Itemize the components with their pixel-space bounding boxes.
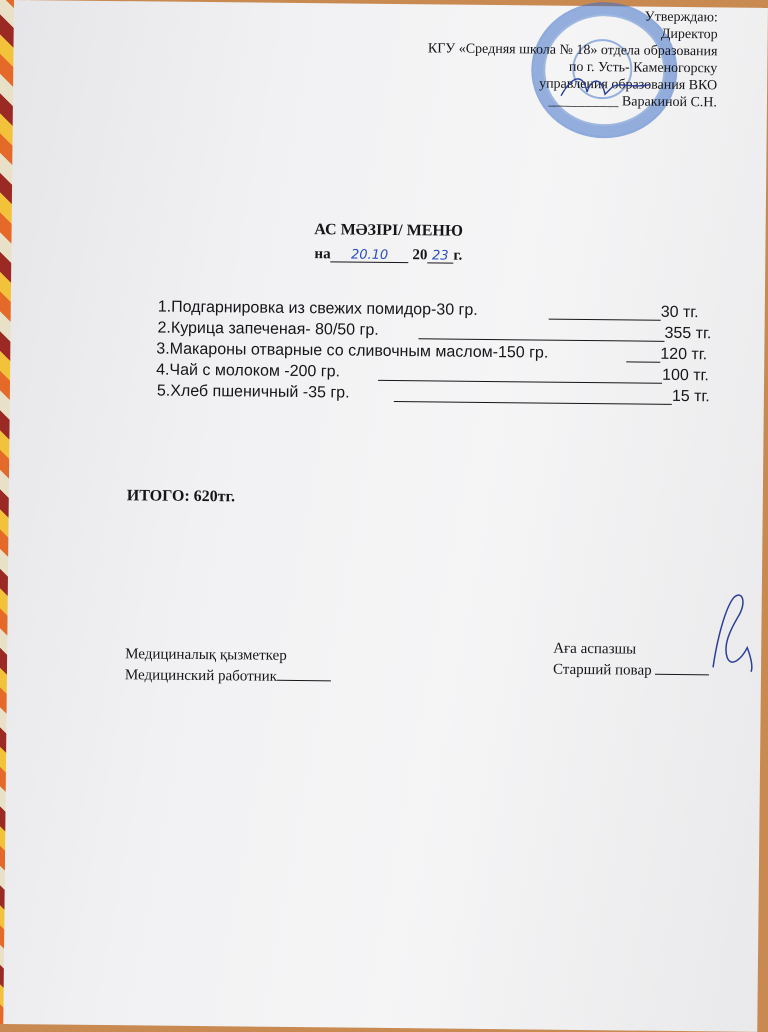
approval-line: управления образования ВКО	[539, 76, 718, 94]
approval-line: по г. Усть- Каменогорску	[568, 59, 718, 77]
medical-worker-row	[125, 664, 331, 687]
medical-worker-signature-block	[125, 644, 332, 687]
date-day-field	[331, 246, 409, 263]
menu-date	[11, 243, 765, 268]
cook-signature-line	[655, 660, 709, 676]
senior-cook-signature-block	[553, 639, 710, 682]
date-year-field	[427, 247, 453, 263]
item-price: 100 тг.	[662, 366, 709, 385]
approval-line: __________ Варакиной С.Н.	[548, 93, 718, 111]
senior-cook-label-ru: Старший повар	[552, 661, 652, 679]
total-amount: ИТОГО: 620тг.	[126, 487, 236, 506]
item-price: 120 тг.	[660, 345, 708, 364]
item-leader-line	[418, 322, 664, 342]
date-day-handwritten: 20.10	[350, 247, 389, 263]
approval-line: Утверждаю:	[644, 9, 718, 26]
page-title: АС МӘЗІРІ/ МЕНЮ	[314, 221, 463, 240]
item-name: 1.Подгарнировка из свежих помидор-30 гр.	[157, 298, 478, 319]
date-year-prefix: 20	[412, 247, 428, 264]
item-leader-line	[394, 385, 672, 405]
item-leader-line	[378, 364, 662, 384]
senior-cook-label-kz: Аға аспазшы	[553, 640, 637, 658]
cook-signature-icon	[707, 587, 760, 678]
menu-items	[142, 298, 743, 409]
item-leader-line	[549, 303, 661, 321]
item-name: 5.Хлеб пшеничный -35 гр.	[156, 382, 350, 402]
item-price: 355 тг.	[664, 324, 712, 343]
item-price: 30 тг.	[660, 303, 699, 322]
medical-worker-label-ru: Медицинский работник	[124, 667, 278, 685]
senior-cook-row	[553, 659, 710, 682]
date-prefix: на	[314, 246, 331, 263]
item-name: 2.Курица запеченая- 80/50 гр.	[157, 319, 379, 339]
date-year-handwritten: 23	[431, 248, 449, 264]
director-signature-icon	[553, 66, 673, 107]
medical-worker-label-kz: Медициналық қызметкер	[125, 646, 287, 664]
approval-line: Директор	[660, 26, 718, 43]
item-name: 4.Чай с молоком -200 гр.	[156, 361, 341, 381]
item-name: 3.Макароны отварные со сливочным маслом-150 гр.	[156, 340, 549, 362]
date-suffix: г.	[453, 247, 463, 264]
medical-signature-line	[277, 666, 331, 682]
approval-line: КГУ «Средняя школа № 18» отдела образования	[427, 41, 718, 60]
item-price: 15 тг.	[671, 387, 710, 406]
item-leader-line	[626, 345, 660, 362]
menu-document	[3, 0, 768, 1032]
